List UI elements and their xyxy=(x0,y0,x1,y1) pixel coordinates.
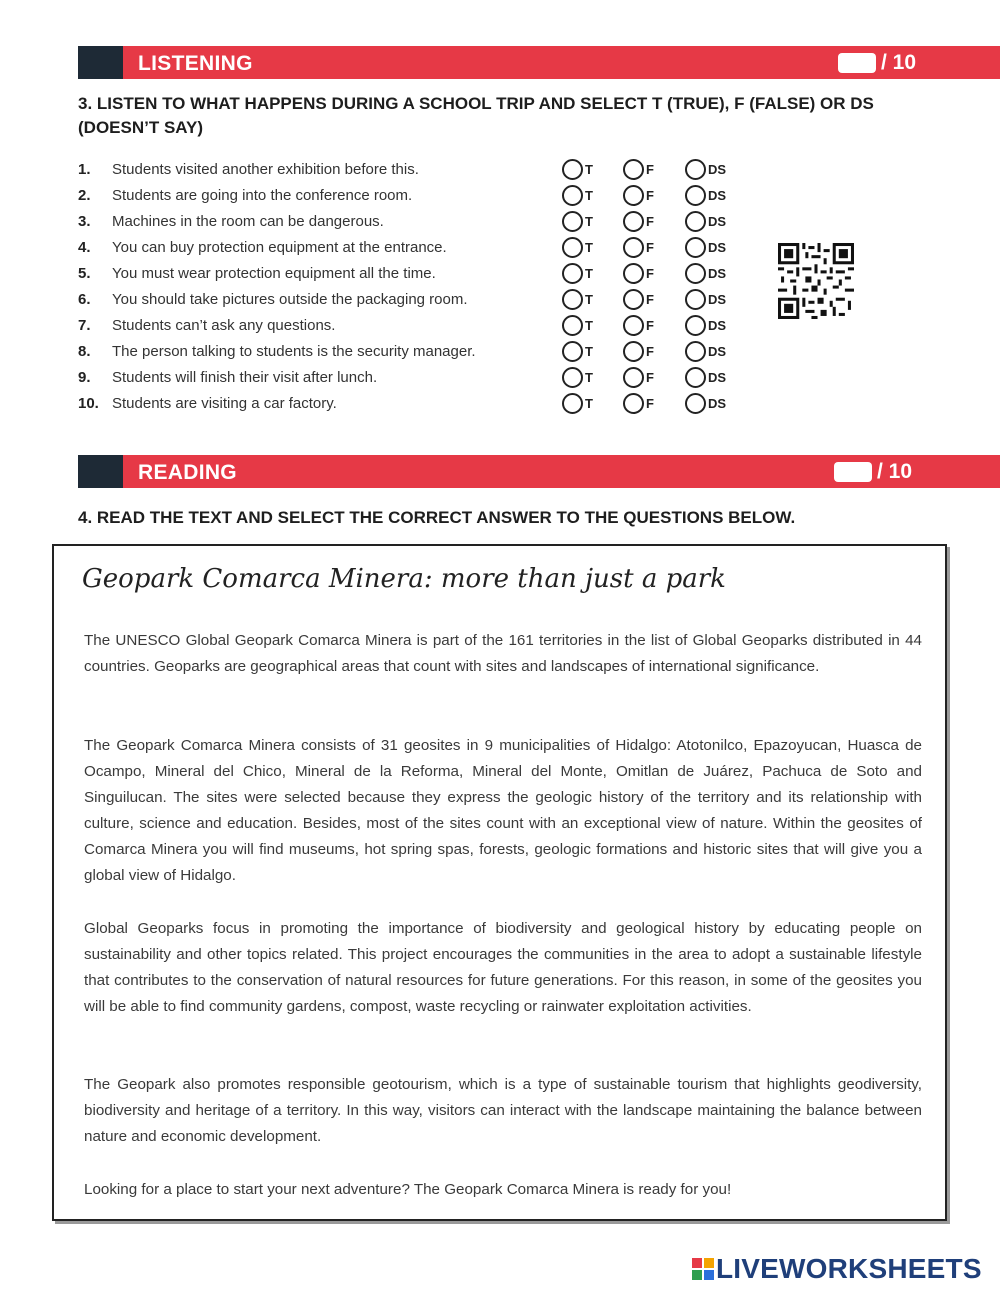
option-label: T xyxy=(585,396,593,411)
article-paragraph: The Geopark Comarca Minera consists of 31 geosites in 9 municipalities of Hidalgo: Atotonilco, Epazoyucan, Huasca de Ocampo, Mineral del Chico, Mineral de la Reforma, Mineral del Monte, Omitlan de Juárez, Pachuca de Soto and Singuilucan. The sites were selected because they express the geologic history of the territory and its relationship with culture, science and education. Besides, most of the sites count with an exceptional view of nature. Within the geosites of Comarca Minera you will find museums, hot spring spas, forests, geologic formations and historic sites that will give you a global view of Hidalgo. xyxy=(84,737,922,884)
radio-circle-icon[interactable] xyxy=(562,341,583,362)
question-text: Students are going into the conference room. xyxy=(112,187,413,204)
listening-score-total: / 10 xyxy=(881,51,917,74)
question-number: 10. xyxy=(78,395,99,412)
option-label: F xyxy=(646,266,654,281)
option-label: F xyxy=(646,344,654,359)
question-number: 1. xyxy=(78,161,91,178)
radio-circle-icon[interactable] xyxy=(623,393,644,414)
option-label: F xyxy=(646,396,654,411)
option-label: DS xyxy=(708,266,727,281)
question-text: You must wear protection equipment all the time. xyxy=(112,265,436,282)
radio-circle-icon[interactable] xyxy=(685,263,706,284)
option-label: DS xyxy=(708,344,727,359)
question-number: 8. xyxy=(78,343,91,360)
radio-circle-icon[interactable] xyxy=(685,237,706,258)
radio-circle-icon[interactable] xyxy=(562,289,583,310)
radio-circle-icon[interactable] xyxy=(562,367,583,388)
question-row xyxy=(78,314,758,340)
option-label: F xyxy=(646,162,654,177)
option-label: T xyxy=(585,370,593,385)
question-row xyxy=(78,288,758,314)
brand-name: LIVEWORKSHEETS xyxy=(716,1253,982,1284)
question-text: Students can’t ask any questions. xyxy=(112,317,336,334)
question-text: Machines in the room can be dangerous. xyxy=(112,213,384,230)
radio-circle-icon[interactable] xyxy=(623,159,644,180)
option-label: DS xyxy=(708,188,727,203)
radio-circle-icon[interactable] xyxy=(562,185,583,206)
radio-circle-icon[interactable] xyxy=(562,159,583,180)
radio-circle-icon[interactable] xyxy=(685,289,706,310)
option-label: DS xyxy=(708,318,727,333)
radio-circle-icon[interactable] xyxy=(685,367,706,388)
option-label: DS xyxy=(708,240,727,255)
option-label: T xyxy=(585,292,593,307)
option-label: DS xyxy=(708,292,727,307)
reading-title: READING xyxy=(138,461,237,484)
option-label: F xyxy=(646,240,654,255)
header-accent xyxy=(78,455,123,488)
radio-circle-icon[interactable] xyxy=(562,237,583,258)
radio-circle-icon[interactable] xyxy=(623,289,644,310)
radio-circle-icon[interactable] xyxy=(623,263,644,284)
listening-header xyxy=(78,46,1000,79)
option-label: T xyxy=(585,162,593,177)
liveworksheets-logo-icon xyxy=(692,1258,714,1280)
listening-instruction: 3. LISTEN TO WHAT HAPPENS DURING A SCHOOL TRIP AND SELECT T (TRUE), F (FALSE) OR DS (DOESN’T SAY) xyxy=(78,94,874,137)
liveworksheets-brand xyxy=(692,1253,992,1285)
reading-score-total: / 10 xyxy=(877,460,913,483)
option-label: T xyxy=(585,266,593,281)
question-row xyxy=(78,236,758,262)
question-text: You can buy protection equipment at the entrance. xyxy=(112,239,447,256)
radio-circle-icon[interactable] xyxy=(623,237,644,258)
question-text: Students will finish their visit after lunch. xyxy=(112,369,378,386)
option-label: F xyxy=(646,318,654,333)
question-row xyxy=(78,340,758,366)
option-label: F xyxy=(646,188,654,203)
option-label: T xyxy=(585,344,593,359)
reading-article xyxy=(52,544,947,1221)
question-row xyxy=(78,184,758,210)
article-paragraph: Looking for a place to start your next adventure? The Geopark Comarca Minera is ready for you! xyxy=(84,1181,732,1198)
radio-circle-icon[interactable] xyxy=(685,393,706,414)
question-number: 2. xyxy=(78,187,91,204)
reading-header xyxy=(78,455,1000,488)
option-label: F xyxy=(646,292,654,307)
radio-circle-icon[interactable] xyxy=(562,393,583,414)
option-label: DS xyxy=(708,370,727,385)
radio-circle-icon[interactable] xyxy=(685,159,706,180)
question-number: 5. xyxy=(78,265,91,282)
header-accent xyxy=(78,46,123,79)
radio-circle-icon[interactable] xyxy=(685,185,706,206)
option-label: DS xyxy=(708,214,727,229)
question-row xyxy=(78,210,758,236)
qr-code-icon xyxy=(778,243,854,319)
option-label: F xyxy=(646,214,654,229)
question-number: 3. xyxy=(78,213,91,230)
question-number: 4. xyxy=(78,239,91,256)
option-label: T xyxy=(585,188,593,203)
question-row xyxy=(78,262,758,288)
question-row xyxy=(78,158,758,184)
option-label: DS xyxy=(708,396,727,411)
article-paragraph: The Geopark also promotes responsible geotourism, which is a type of sustainable tourism that highlights geodiversity, biodiversity and heritage of a territory. In this way, visitors can interact with the landscape maintaining the balance between nature and economic development. xyxy=(84,1076,922,1145)
radio-circle-icon[interactable] xyxy=(685,315,706,336)
question-number: 6. xyxy=(78,291,91,308)
radio-circle-icon[interactable] xyxy=(562,315,583,336)
radio-circle-icon[interactable] xyxy=(685,211,706,232)
listening-title: LISTENING xyxy=(138,52,253,75)
radio-circle-icon[interactable] xyxy=(623,367,644,388)
option-label: T xyxy=(585,214,593,229)
reading-score-input[interactable] xyxy=(834,462,872,482)
radio-circle-icon[interactable] xyxy=(685,341,706,362)
radio-circle-icon[interactable] xyxy=(623,315,644,336)
question-text: The person talking to students is the security manager. xyxy=(112,343,476,360)
question-text: Students visited another exhibition before this. xyxy=(112,161,419,178)
question-text: You should take pictures outside the packaging room. xyxy=(112,291,468,308)
reading-instruction: 4. READ THE TEXT AND SELECT THE CORRECT ANSWER TO THE QUESTIONS BELOW. xyxy=(78,508,796,527)
question-number: 9. xyxy=(78,369,91,386)
option-label: T xyxy=(585,318,593,333)
radio-circle-icon[interactable] xyxy=(562,211,583,232)
radio-circle-icon[interactable] xyxy=(562,263,583,284)
listening-score-input[interactable] xyxy=(838,53,876,73)
option-label: T xyxy=(585,240,593,255)
radio-circle-icon[interactable] xyxy=(623,185,644,206)
question-number: 7. xyxy=(78,317,91,334)
article-paragraph: The UNESCO Global Geopark Comarca Minera is part of the 161 territories in the list of Global Geoparks distributed in 44 countries. Geoparks are geographical areas that count with sites and landscapes of international significance. xyxy=(84,632,922,675)
option-label: F xyxy=(646,370,654,385)
option-label: DS xyxy=(708,162,727,177)
radio-circle-icon[interactable] xyxy=(623,211,644,232)
article-paragraph: Global Geoparks focus in promoting the importance of biodiversity and geological history by educating people on sustainability and other topics related. This project encourages the communities in the area to adopt a sustainable lifestyle that contributes to the conservation of natural resources for future generations. For this reason, in some of the geosites you will be able to find community gardens, compost, waste recycling or rainwater exploitation activities. xyxy=(84,920,922,1015)
article-title: Geopark Comarca Minera: more than just a park xyxy=(82,564,726,594)
question-text: Students are visiting a car factory. xyxy=(112,395,337,412)
question-row xyxy=(78,392,758,418)
question-row xyxy=(78,366,758,392)
radio-circle-icon[interactable] xyxy=(623,341,644,362)
